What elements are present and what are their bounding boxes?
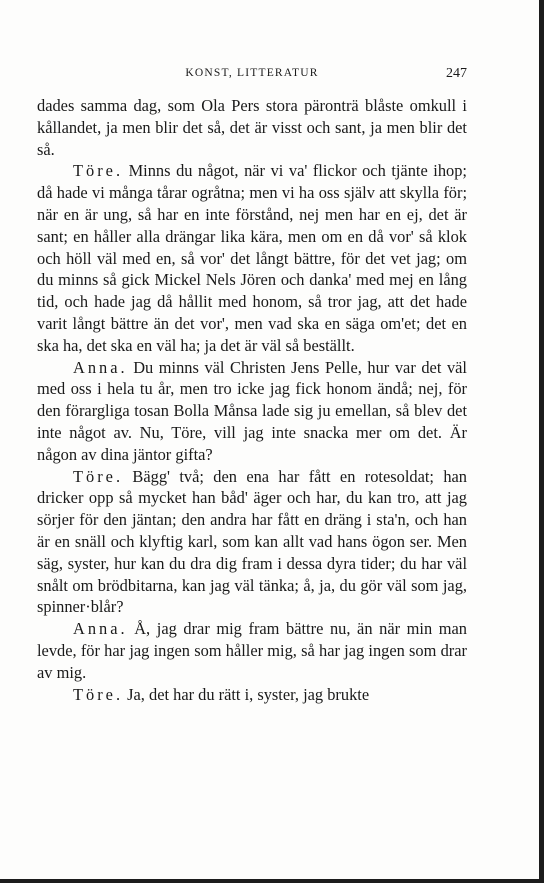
speaker-name: Anna. bbox=[73, 619, 128, 639]
paragraph-4 bbox=[37, 466, 467, 619]
paragraph-text: Å, jag drar mig fram bättre nu, än när min man levde, för har jag ingen som håller mig, så har jag ingen som drar av mig. bbox=[37, 619, 467, 682]
paragraph-5 bbox=[37, 618, 467, 683]
scan-edge-bottom bbox=[0, 879, 544, 883]
paragraph-text: Bägg' två; den ena har fått en rotesoldat; han dricker opp så mycket han båd' äger och har, du kan tro, att jag sörjer för den jäntan; den andra har fått en dräng i sta'n, och han är en snäll och klyftig karl, som kan allt vad hans ögon ser. Men säg, syster, hur kan du dra dig fram i dessa dyra tider; du har väl snålt om brödbitarna, kan jag väl tänka; å, ja, du gör väl som jag, spinner·blår? bbox=[37, 466, 467, 617]
paragraph-3 bbox=[37, 357, 467, 466]
speaker-name: Töre. bbox=[73, 161, 124, 181]
paragraph-2 bbox=[37, 160, 467, 356]
speaker-name: Töre. bbox=[73, 684, 124, 704]
paragraph-text: dades samma dag, som Ola Pers stora päronträ blåste omkull i kållandet, ja men blir det så, det är visst och sant, ja men blir det så. bbox=[37, 96, 467, 159]
paragraph-text: Minns du något, när vi va' flickor och tjänte ihop; då hade vi många tårar ogråtna; men vi ha oss själv att skylla för; när en är ung, så har en inte förstånd, nej men har en ej, det är sant; en håller alla drängar lika kära, men om en då vor' så klok och höll väl med en, så vor' det långt bättre, för det vet jag; om du minns så gick Mickel Nels Jören och danka' med mej en lång tid, och hade jag då hållit med honom, så tror jag, att det hade varit långt bättre än det vor', men vad ska en säga om'et; det en ska ha, det ska en väl ha; ja det är väl så beställt. bbox=[37, 161, 467, 355]
speaker-name: Anna. bbox=[73, 357, 128, 377]
paragraph-text: Du minns väl Christen Jens Pelle, hur var det väl med oss i hela tu år, men tro icke jag fick honom ändå; nej, för den förargliga tosan Bolla Månsa lade sig ju emellan, så blev det inte något av. Nu, Töre, vill jag inte snacka mer om det. Är någon av dina jäntor gifta? bbox=[37, 357, 467, 464]
running-head: KONST, LITTERATUR bbox=[185, 67, 319, 79]
speaker-name: Töre. bbox=[73, 466, 124, 486]
paragraph-text: Ja, det har du rätt i, syster, jag brukte bbox=[127, 684, 370, 704]
page-number: 247 bbox=[446, 66, 467, 81]
body-text bbox=[37, 95, 467, 705]
paragraph-1 bbox=[37, 95, 467, 160]
page-header bbox=[37, 66, 467, 84]
scan-edge-right bbox=[539, 0, 544, 883]
paragraph-6 bbox=[37, 684, 467, 706]
